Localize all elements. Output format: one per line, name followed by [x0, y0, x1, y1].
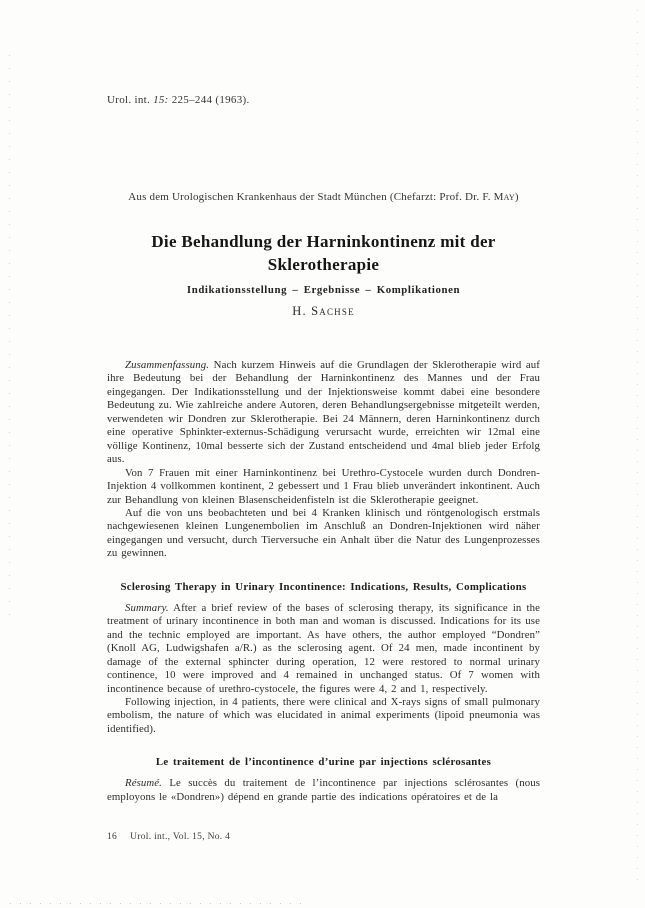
author-initials: H. [292, 304, 312, 318]
institution-line [107, 190, 540, 204]
institution-chief-name: May [493, 191, 515, 203]
resume-french-paragraph-1 [107, 777, 540, 804]
footer-page-marker: 16 [107, 832, 118, 842]
scan-edge-artifact-bottom [10, 903, 302, 904]
author-byline [107, 303, 540, 319]
institution-text: Aus dem Urologischen Krankenhaus der Stadt München (Chefarzt: Prof. Dr. F. [128, 191, 494, 203]
abstract-german-paragraph-1 [107, 359, 540, 467]
journal-citation-prefix: Urol. int. [107, 94, 154, 106]
abstract-german-label: Zusammenfassung. [125, 359, 210, 371]
author-surname: Sachse [311, 304, 355, 318]
abstract-german [107, 359, 540, 561]
summary-english-paragraph-1-text: After a brief review of the bases of sclerosing therapy, its significance in the treatment of urinary incontinence in both man and woman is discussed. Indications for its use and the technic employed are important. As have others, the author employed “Dondren” (Knoll AG, Ludwigshafen a/R.) as the sclerosing agent. Of 24 men, made incontinent by damage of the external sphincter during operation, 12 were restored to normal urinary continence, 10 were improved and 4 remained in unchanged status. Of 7 women with incontinence because of urethro-cystocele, the figures were 4, 2 and 1, respectively. [107, 601, 540, 695]
article-title-line-1: Die Behandlung der Harninkontinenz mit der [151, 232, 496, 251]
institution-close-paren: ) [514, 191, 519, 203]
resume-french-label: Résumé. [125, 777, 162, 790]
journal-citation-volume: 15: [153, 94, 169, 106]
summary-english-paragraph-2: Following injection, in 4 patients, there were clinical and X-rays signs of small pulmonary embolism, the nature of which was elucidated in animal experiments (lipoid pneumonia was identified). [107, 695, 540, 735]
abstract-german-paragraph-3: Auf die von uns beobachteten und bei 4 Kranken klinisch und röntgenologisch erstmals nachgewiesenen kleinen Lungenembolien im Anschluß an Dondren-Injektionen wird näher eingegangen und versucht, durch Tierversuche ein Anhalt über die Natur des Lungenprozesses zu gewinnen. [107, 506, 540, 560]
resume-french-paragraph-1-text: Le succès du traitement de l’incontinence par injections sclérosantes (nous employons le «Dondren») dépend en grande partie des indications opératoires et de la [107, 777, 540, 803]
article-title [107, 231, 540, 276]
scan-edge-artifact-left [9, 55, 10, 615]
resume-french-heading: Le traitement de l’incontinence d’urine par injections sclérosantes [155, 756, 492, 769]
resume-french-section [107, 755, 540, 804]
scan-edge-artifact-right [637, 10, 638, 890]
journal-citation-pages: 225–244 (1963). [168, 94, 250, 106]
footer-journal-reference: Urol. int., Vol. 15, No. 4 [130, 832, 231, 842]
article-subtitle: Indikationsstellung – Ergebnisse – Komplikationen [186, 284, 461, 296]
abstract-german-paragraph-2: Von 7 Frauen mit einer Harninkontinenz bei Urethro-Cystocele wurden durch Dondren-Injektion 4 vollkommen kontinent, 2 gebessert und 1 Frau blieb unverändert inkontinent. Auch zur Behandlung von kleinen Blasenscheidenfisteln ist die Sklerotherapie geeignet. [107, 466, 540, 506]
abstract-german-paragraph-1-text: Nach kurzem Hinweis auf die Grundlagen der Sklerotherapie wird auf ihre Bedeutung bei der Behandlung der Harninkontinenz des Mannes und der Frau eingegangen. Der Indikationsstellung und der Injektionsweise kommt dabei eine besondere Bedeutung zu. Wie zahlreiche andere Autoren, deren Behandlungsergebnisse mitgeteilt werden, verwendeten wir Dondren zur Sklerotherapie. Bei 24 Männern, deren Harninkontinenz durch eine operative Sphinkter-externus-Schädigung verursacht wurde, erreichten wir 12mal eine völlige Kontinenz, 10mal besserte sich der Zustand entscheidend und 4mal blieb jeder Erfolg aus. [107, 359, 540, 466]
summary-english-label: Summary. [125, 601, 169, 614]
journal-citation [107, 94, 540, 107]
summary-english-section [107, 580, 540, 737]
page-content [107, 0, 540, 804]
summary-english-heading: Sclerosing Therapy in Urinary Incontinence: Indications, Results, Complications [120, 580, 527, 593]
article-title-line-2: Sklerotherapie [267, 254, 380, 274]
summary-english-paragraph-1 [107, 602, 540, 696]
page-footer [107, 831, 230, 843]
